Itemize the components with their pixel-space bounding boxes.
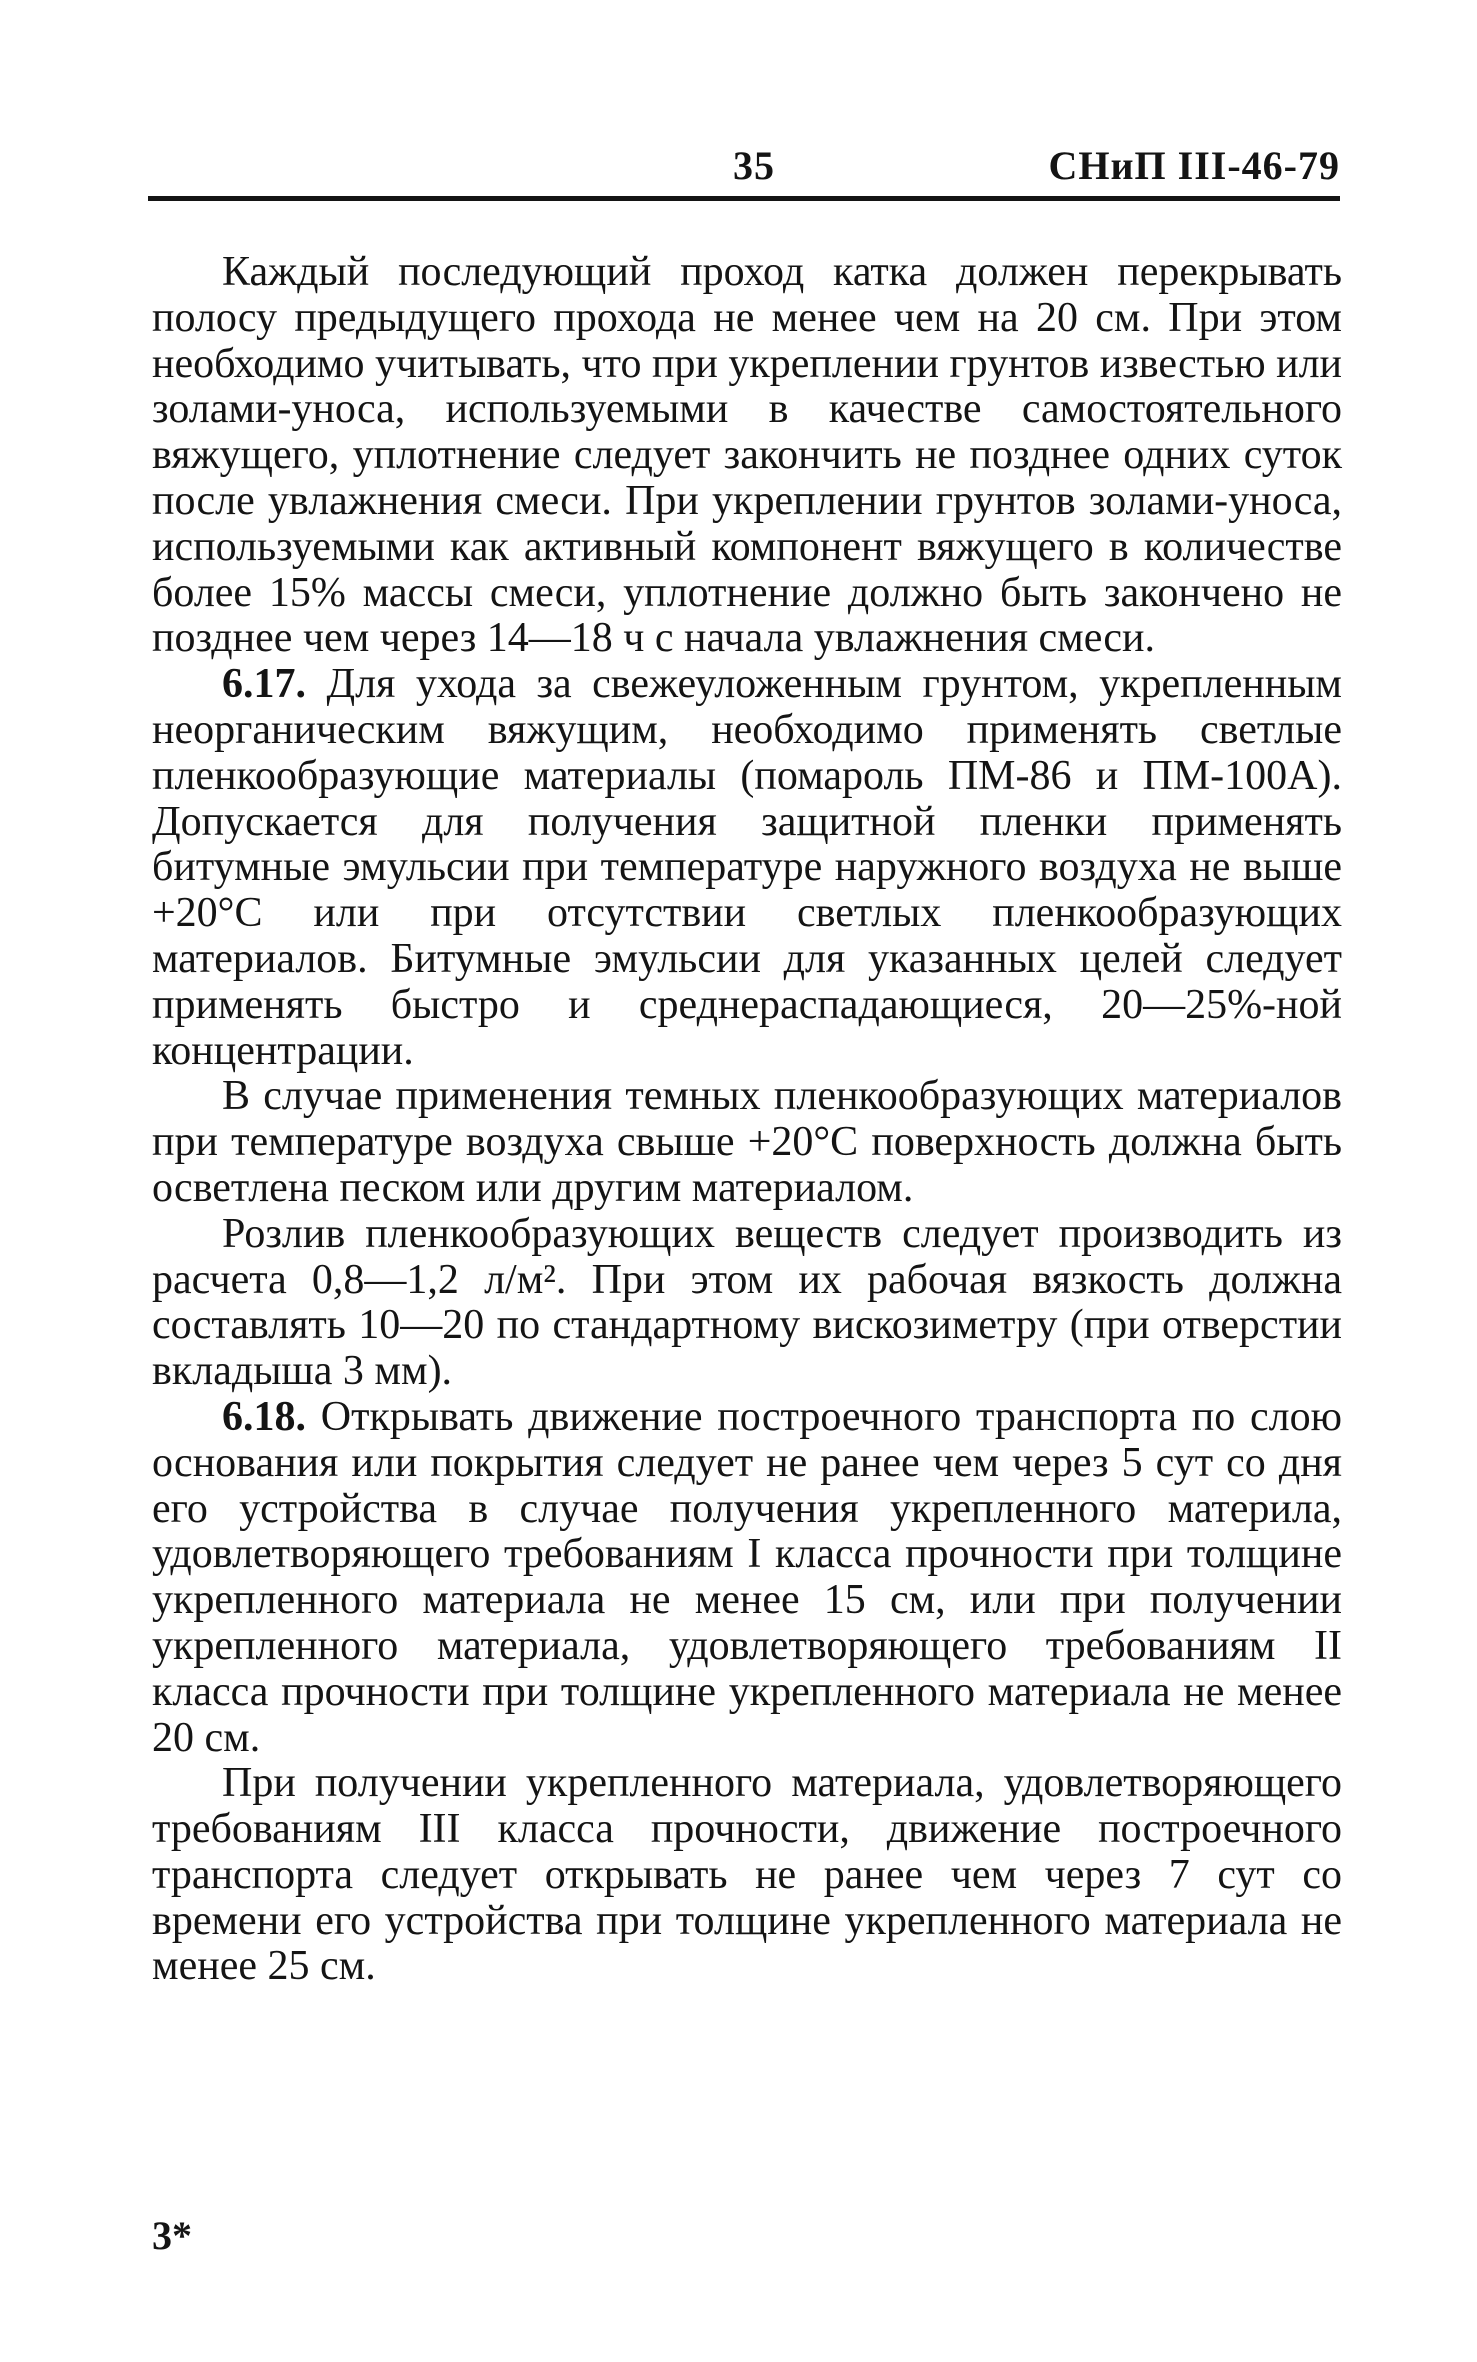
body-text bbox=[152, 250, 1342, 1990]
clause-number: 6.17. bbox=[222, 661, 306, 708]
clause-number: 6.18. bbox=[222, 1393, 306, 1440]
paragraph-text: Каждый последующий проход катка должен перекрывать полосу предыдущего прохода не менее чем на 20 см. При этом необходимо учитывать, что при укреплении грунтов известью или золами-уноса, используемыми в качестве самостоятельного вяжущего, уплотнение следует закончить не позднее одних суток после увлажнения смеси. При укреплении грунтов золами-уноса, используемыми как активный компонент вяжущего в количестве более 15% массы смеси, уплотнение должно быть закончено не позднее чем через 14—18 ч с начала увлажнения смеси. bbox=[152, 249, 1343, 662]
page-number: 35 bbox=[733, 143, 775, 188]
paragraph bbox=[152, 1212, 1342, 1395]
paragraph bbox=[152, 1761, 1342, 1990]
paragraph bbox=[152, 1395, 1342, 1761]
paragraph-text: Розлив пленкообразующих веществ следует производить из расчета 0,8—1,2 л/м². При этом их рабочая вязкость должна составлять 10—20 по стандартному вискозиметру (при отверстии вкладыша 3 мм). bbox=[152, 1210, 1342, 1395]
paragraph-text: Открывать движение построечного транспорта по слою основания или покрытия следует не ранее чем через 5 сут со дня его устройства в случае получения укрепленного материла, удовлетворяющего требованиям I класса прочности при толщине укрепленного материала не менее 15 см, или при получении укрепленного материала, удовлетворяющего требованиям II класса прочности при толщине укрепленного материала не менее 20 см. bbox=[152, 1393, 1342, 1761]
page-header bbox=[148, 138, 1340, 198]
document-code: СНиП III-46-79 bbox=[1048, 143, 1340, 188]
header-rule bbox=[148, 196, 1340, 201]
paragraph bbox=[152, 1074, 1342, 1211]
paragraph bbox=[152, 662, 1342, 1074]
paragraph-text: В случае применения темных пленкообразующих материалов при температуре воздуха свыше +20°С поверхность должна быть осветлена песком или другим материалом. bbox=[152, 1073, 1342, 1211]
paragraph-text: Для ухода за свежеуложенным грунтом, укрепленным неорганическим вяжущим, необходимо применять светлые пленкообразующие материалы (помароль ПМ-86 и ПМ-100А). Допускается для получения защитной пленки применять битумные эмульсии при температуре наружного воздуха не выше +20°С или при отсутствии светлых пленкообразующих материалов. Битумные эмульсии для указанных целей следует применять быстро и среднераспадающиеся, 20—25%-ной концентрации. bbox=[152, 661, 1342, 1074]
paragraph bbox=[152, 250, 1342, 662]
signature-mark: 3* bbox=[152, 2213, 192, 2258]
paragraph-text: При получении укрепленного материала, удовлетворяющего требованиям III класса прочности, движение построечного транспорта следует открывать не ранее чем через 7 сут со времени его устройства при толщине укрепленного материала не менее 25 см. bbox=[152, 1760, 1342, 1990]
